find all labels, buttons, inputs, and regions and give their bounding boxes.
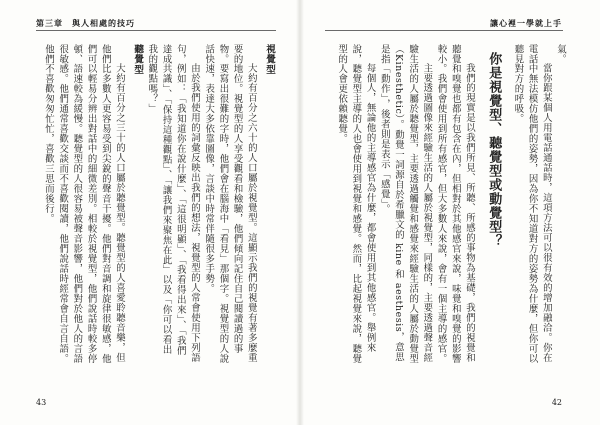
left-page — [0, 0, 299, 425]
right-page-body — [323, 44, 567, 364]
header-rule — [36, 30, 276, 31]
paragraph: 氣。 — [555, 44, 566, 64]
book-title-header: 讓心裡一學就上手 — [490, 18, 562, 28]
left-page-body — [30, 44, 276, 364]
header-rule — [325, 30, 563, 31]
right-page — [301, 0, 600, 425]
page-number: 42 — [551, 398, 562, 407]
section-heading: 你是視覺型、聽覺型或動覺型？ — [486, 52, 502, 248]
paragraph: 大約有百分之六十的人口屬於視覺型。這顯示我們的視覺有著多麼重要的地位。視覺型的人享受觀看和檢驗，他們傾向記住自己閱讀過的事物。要寫出很難的字時，他們會在腦海中「看見」那個字。視覺型的人說話快速，表達大多依靠圖像，言談中時常伴隨很多手勢。 — [203, 44, 257, 364]
chapter-header: 第三章 與人相處的技巧 — [36, 18, 135, 28]
paragraph: 主要透過圖像來經驗生活的人屬於視覺型，同樣的，主要透過聲音經驗生活的人屬於聽覺型，主要透過觸覺和感覺來經驗生活的人屬於動覺型（Kinesthetic）。動覺一詞源自於希臘文的 kine 和 aesthesis，意思是指「動作」，後者則是表示「感覺」。 — [378, 44, 433, 364]
section-heading-auditory: 聽覺型 — [132, 44, 144, 75]
section-heading-visual: 視覺型 — [264, 44, 275, 75]
paragraph: 我們的現實是以我們所見、所聽、所感的事物為基礎，我們的視覺和聽覺和嗅覺也都有包含在內，但相對於其他感官來說，味覺和嗅覺的影響較小。我們會使用到所有感官，但大多數人來說，會有一個主導的感官。 — [435, 44, 475, 364]
page-number: 43 — [36, 398, 47, 407]
paragraph: 由於我們使用的詞彙反映出我們的想法，視覺型的人常會使用下列語句，例如：「我知道你在說什麼」、「這很明顯」、「我看得出來」、「我們達成共識」、「保持這種觀點」、「讓我們來聚焦在此」以及「你可以看出我的觀點嗎？」 — [146, 44, 200, 363]
paragraph: 大約有百分之三十的人口屬於聽覺型。聽覺型的人喜愛聆聽音樂，但他們比多數人更容易受到尖銳的聲音干擾。他們對音調和旋律很敏感，他們可以輕易分辨出對話中的細微差別。相較於視覺型，他們說話時較多停頓、語速較為緩慢。聽覺型的人很容易被聲音影響，他們對於他人的言語很敏感。他們通常喜歡交談而不喜歡閱讀，他們說話時經常會自言自語。他們不喜歡匆匆忙忙，喜歡三思而後行。 — [42, 44, 125, 364]
paragraph: 當你跟某個人用電話通話時，這項方法可以很有效的增加融洽。你在電話中無法模仿他們的姿勢，因為你不知道對方的姿勢為什麼，但你可以聽見對方的呼吸。 — [512, 44, 552, 364]
paragraph: 每個人，無論他的主導感官為什麼，都會使用到其他感官。舉例來說，聽覺型主導的人也會使用到視覺和感覺。然而，比起視覺來說，聽覺型的人會更依賴聽覺。 — [336, 44, 376, 364]
